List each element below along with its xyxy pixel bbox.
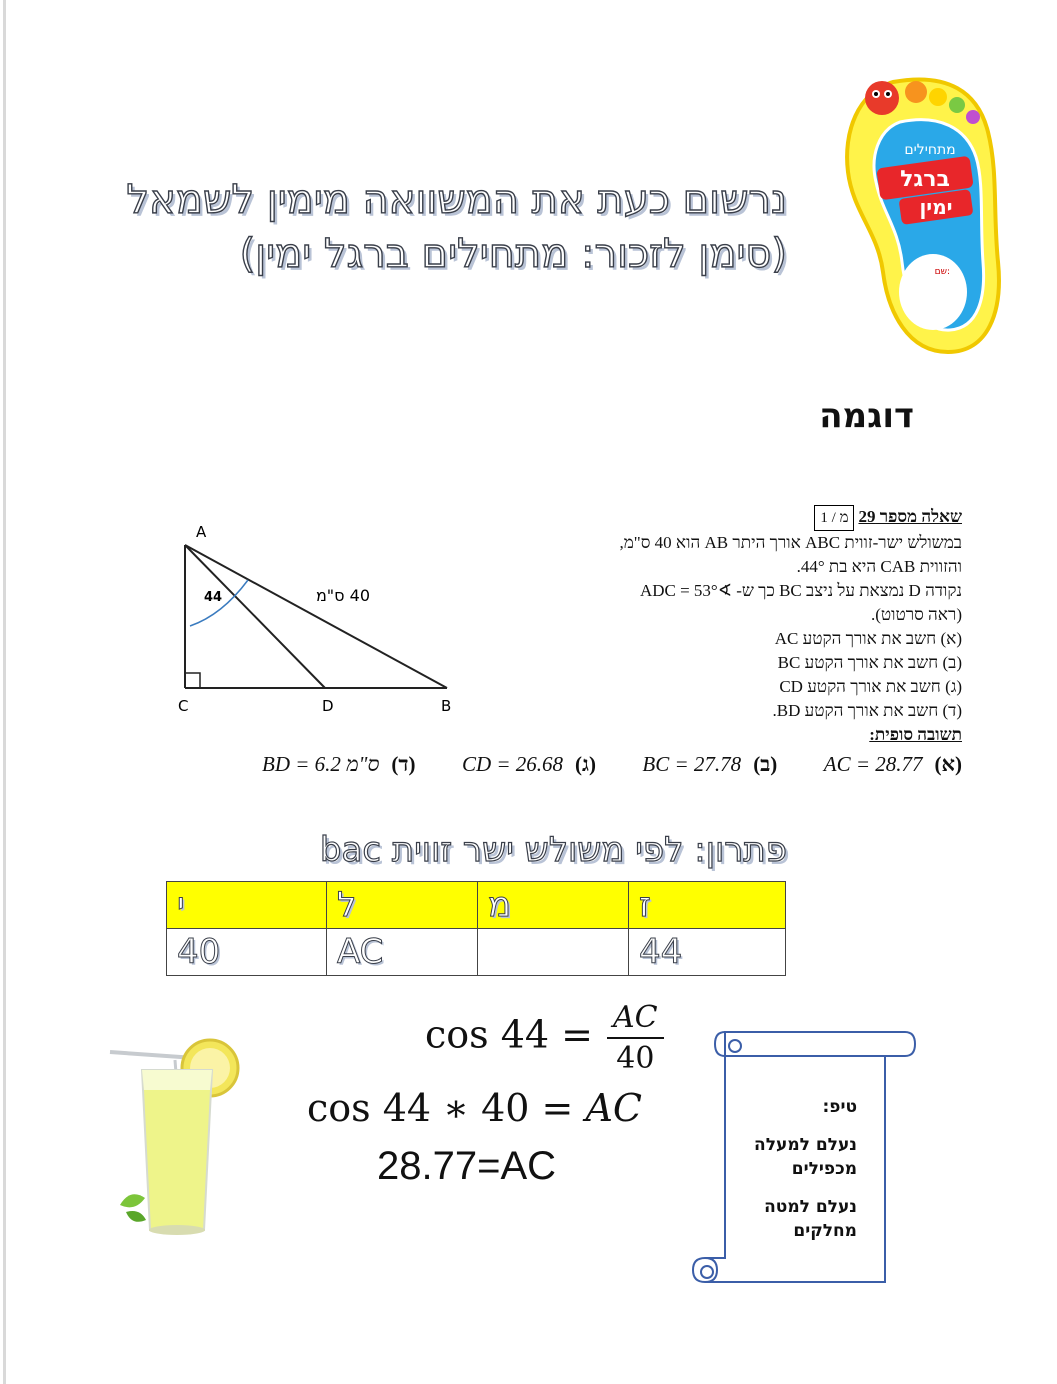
logo-text-3: ימין	[919, 195, 953, 219]
heading-line-2: (סימן לזכור: מתחילים ברגל ימין)	[239, 231, 787, 277]
page-edge	[3, 0, 6, 1384]
table-value-cell	[478, 929, 629, 976]
vertex-a-label: A	[196, 523, 207, 541]
question-line-4: (ראה סרטוט).	[870, 605, 962, 624]
table-header-row	[167, 882, 786, 929]
equation-3: 28.77=AC	[377, 1144, 557, 1188]
question-line-1: במשולש ישר-זווית ABC אורך היתר AB הוא 40 ס"מ,	[619, 533, 962, 552]
question-item-d: (ד) חשב את אורך הקטע BD.	[772, 701, 962, 720]
vertex-b-label: B	[441, 697, 452, 715]
question-block	[502, 505, 962, 747]
answer-b: (ב)BC = 27.78	[642, 752, 778, 776]
table-header-cell: י	[167, 882, 327, 929]
table-header-cell: מ	[478, 882, 629, 929]
triangle-diagram	[160, 515, 460, 720]
lemonade-glass-image	[100, 1030, 250, 1240]
tip-title: טיפ:	[822, 1097, 857, 1117]
vertex-c-label: C	[178, 697, 189, 715]
example-title: דוגמה	[819, 396, 914, 436]
question-box: מ / 1	[814, 505, 854, 531]
answer-a: (א)AC = 28.77	[823, 752, 962, 776]
logo-name-label: שם:	[934, 267, 950, 277]
question-item-a: (א) חשב את אורך הקטע AC	[774, 629, 962, 648]
tip-line-3: נעלם למטה	[764, 1197, 857, 1217]
tip-text	[754, 1095, 857, 1257]
tip-line-4: מחלקים	[793, 1221, 857, 1241]
answer-c: (ג)CD = 26.68	[461, 752, 596, 776]
right-foot-logo	[838, 62, 1008, 362]
tip-line-1: נעלם למעלה	[754, 1135, 857, 1155]
table-header-cell: ל	[327, 882, 478, 929]
equation-1: cos 44 = $\frac{AC}{40}$	[425, 1000, 664, 1076]
angle-label: 44	[204, 590, 223, 605]
sohcah-table	[166, 881, 786, 976]
answer-d: (ד)BD = 6.2 ס"מ	[262, 752, 416, 776]
equation-fraction: $\frac{AC}{40}$	[607, 1000, 664, 1076]
question-item-c: (ג) חשב את אורך הקטע CD	[779, 677, 962, 696]
answers-row	[262, 752, 962, 777]
hypotenuse-label: 40 ס"מ	[315, 586, 370, 605]
face-icon	[865, 81, 899, 115]
vertex-d-label: D	[322, 697, 334, 715]
table-value-cell: 40	[167, 929, 327, 976]
solution-title: פתרון: לפי משולש ישר זווית bac	[319, 830, 787, 870]
question-line-3: נקודה D נמצאת על ניצב BC כך ש- ∢ADC = 53°	[639, 581, 962, 600]
question-line-2: והזווית CAB היא בת 44°.	[796, 557, 962, 576]
final-answer-label: תשובה סופית:	[869, 725, 962, 744]
heading-line-1: נרשום כעת את המשוואה מימין לשמאל	[126, 177, 787, 223]
table-value-cell: AC	[327, 929, 478, 976]
logo-text-1: מתחילים	[904, 142, 956, 158]
equation-2: cos 44 ∗ 40 = AC	[307, 1086, 642, 1130]
table-value-row	[167, 929, 786, 976]
logo-text-2: ברגל	[900, 167, 950, 192]
question-title: שאלה מספר 29	[858, 507, 962, 526]
table-value-cell: 44	[629, 929, 786, 976]
table-header-cell: ז	[629, 882, 786, 929]
tip-line-2: מכפילים	[791, 1159, 857, 1179]
question-item-b: (ב) חשב את אורך הקטע BC	[777, 653, 962, 672]
